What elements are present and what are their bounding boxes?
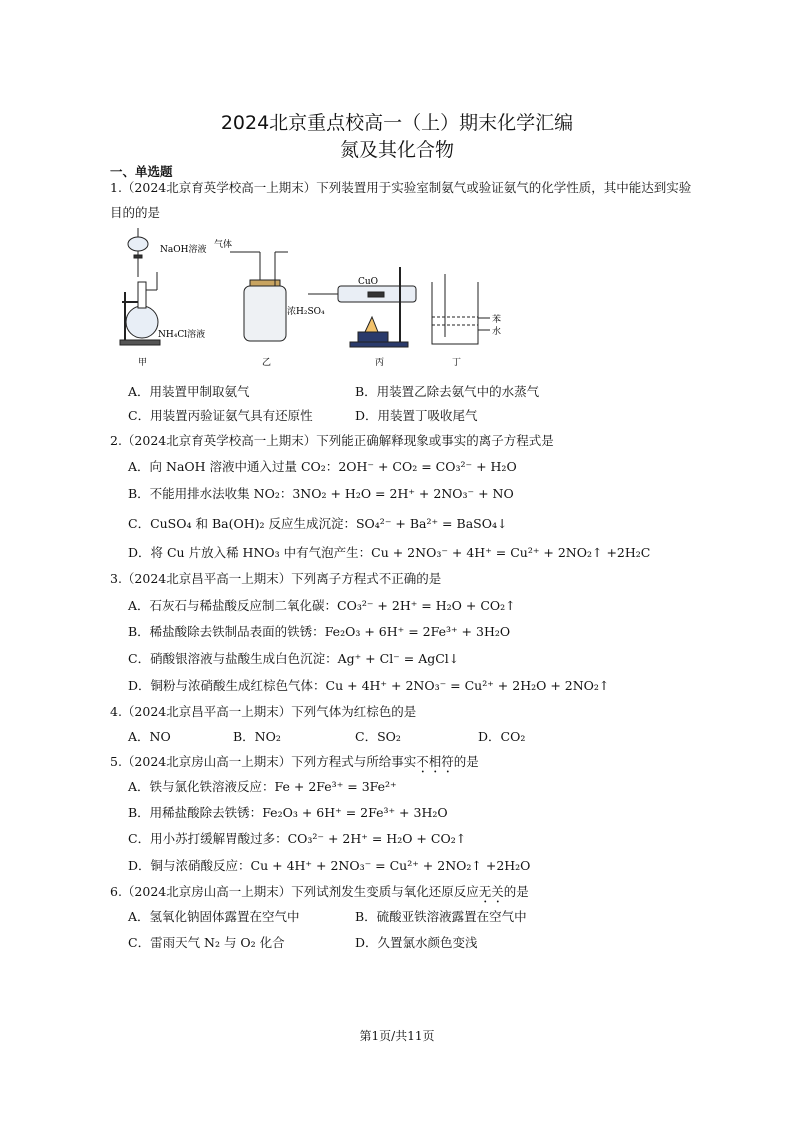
q3-c-equation: Ag⁺ + Cl⁻ = AgCl↓ xyxy=(337,651,460,666)
q2-b-equation: 3NO₂ + H₂O = 2H⁺ + 2NO₃⁻ + NO xyxy=(292,486,514,501)
question-1-stem: 1.（2024北京育英学校高一上期末）下列装置用于实验室制氨气或验证氨气的化学性质，其中能达到实验目的的是 xyxy=(110,180,692,220)
q1-option-c: C．用装置丙验证氨气具有还原性 xyxy=(128,408,313,423)
q1-option-b: B．用装置乙除去氨气中的水蒸气 xyxy=(355,384,540,399)
label-yi: 乙 xyxy=(262,358,272,368)
label-bing: 丙 xyxy=(375,358,385,368)
q5-d-equation: Cu + 4H⁺ + 2NO₃⁻ = Cu²⁺ + 2NO₂↑ +2H₂O xyxy=(250,858,531,873)
q3-a-equation: CO₃²⁻ + 2H⁺ = H₂O + CO₂↑ xyxy=(337,598,516,613)
q5-c-equation: CO₃²⁻ + 2H⁺ = H₂O + CO₂↑ xyxy=(287,831,467,846)
label-nh4cl: NH₄Cl溶液 xyxy=(158,330,206,340)
q5-option-c: C．用小苏打缓解胃酸过多：CO₃²⁻ + 2H⁺ = H₂O + CO₂↑ xyxy=(128,831,467,846)
q2-a-equation: 2OH⁻ + CO₂ = CO₃²⁻ + H₂O xyxy=(338,459,517,474)
question-6-stem: 6.（2024北京房山高一上期末）下列试剂发生变质与氧化还原反应无关的是 xyxy=(110,884,529,899)
emphasis-text: 不相符 xyxy=(416,754,454,769)
q2-option-c: C．CuSO₄ 和 Ba(OH)₂ 反应生成沉淀：SO₄²⁻ + Ba²⁺ = BaSO₄↓ xyxy=(128,516,508,531)
label-naoh: NaOH溶液 xyxy=(160,245,207,255)
question-3-stem: 3.（2024北京昌平高一上期末）下列离子方程式不正确的是 xyxy=(110,571,442,586)
q2-option-a: A．向 NaOH 溶液中通入过量 CO₂：2OH⁻ + CO₂ = CO₃²⁻ + H₂O xyxy=(128,459,517,474)
q3-b-equation: Fe₂O₃ + 6H⁺ = 2Fe³⁺ + 3H₂O xyxy=(324,624,511,639)
question-4-stem: 4.（2024北京昌平高一上期末）下列气体为红棕色的是 xyxy=(110,704,417,719)
label-benzene: 苯 xyxy=(492,315,502,325)
q4-option-a: A．NO xyxy=(128,729,171,744)
q3-option-b: B．稀盐酸除去铁制品表面的铁锈：Fe₂O₃ + 6H⁺ = 2Fe³⁺ + 3H₂O xyxy=(128,624,511,639)
q6-option-d: D．久置氯水颜色变浅 xyxy=(355,935,478,950)
emphasis-text: 无关 xyxy=(478,884,504,899)
q2-option-d: D．将 Cu 片放入稀 HNO₃ 中有气泡产生：Cu + 2NO₃⁻ + 4H⁺ = Cu²⁺ + 2NO₂↑ +2H₂C xyxy=(128,545,651,560)
q5-option-a: A．铁与氯化铁溶液反应：Fe + 2Fe³⁺ = 3Fe²⁺ xyxy=(128,779,397,794)
q4-option-c: C．SO₂ xyxy=(355,729,401,744)
apparatus-ding xyxy=(432,274,490,344)
q5-option-b: B．用稀盐酸除去铁锈：Fe₂O₃ + 6H⁺ = 2Fe³⁺ + 3H₂O xyxy=(128,805,448,820)
label-cuo: CuO xyxy=(358,277,379,287)
question-5-stem: 5.（2024北京房山高一上期末）下列方程式与所给事实不相符的是 xyxy=(110,754,479,769)
page-footer: 第1页/共11页 xyxy=(359,1029,435,1043)
label-h2so4: 浓H₂SO₄ xyxy=(287,307,325,317)
apparatus-jia xyxy=(120,228,160,345)
question-2-stem: 2.（2024北京育英学校高一上期末）下列能正确解释现象或事实的离子方程式是 xyxy=(110,433,554,448)
q3-d-equation: Cu + 4H⁺ + 2NO₃⁻ = Cu²⁺ + 2H₂O + 2NO₂↑ xyxy=(325,678,610,693)
label-water: 水 xyxy=(492,327,502,337)
q2-option-b: B．不能用排水法收集 NO₂：3NO₂ + H₂O = 2H⁺ + 2NO₃⁻ + NO xyxy=(128,486,514,501)
apparatus-yi xyxy=(230,252,288,341)
label-jia: 甲 xyxy=(138,358,148,368)
q6-option-b: B．硫酸亚铁溶液露置在空气中 xyxy=(355,909,527,924)
q5-a-equation: Fe + 2Fe³⁺ = 3Fe²⁺ xyxy=(274,779,397,794)
q5-b-equation: Fe₂O₃ + 6H⁺ = 2Fe³⁺ + 3H₂O xyxy=(262,805,448,820)
q3-option-a: A．石灰石与稀盐酸反应制二氧化碳：CO₃²⁻ + 2H⁺ = H₂O + CO₂↑ xyxy=(128,598,516,613)
document-title: 2024北京重点校高一（上）期末化学汇编 xyxy=(220,112,574,134)
q3-option-d: D．铜粉与浓硝酸生成红棕色气体：Cu + 4H⁺ + 2NO₃⁻ = Cu²⁺ + 2H₂O + 2NO₂↑ xyxy=(128,678,610,693)
q1-option-d: D．用装置丁吸收尾气 xyxy=(355,408,478,423)
q6-option-c: C．雷雨天气 N₂ 与 O₂ 化合 xyxy=(128,935,285,950)
q5-option-d: D．铜与浓硝酸反应：Cu + 4H⁺ + 2NO₃⁻ = Cu²⁺ + 2NO₂↑ +2H₂O xyxy=(128,858,531,873)
section-heading: 一、单选题 xyxy=(110,164,173,179)
document-subtitle: 氮及其化合物 xyxy=(339,139,454,161)
q2-d-equation: Cu + 2NO₃⁻ + 4H⁺ = Cu²⁺ + 2NO₂↑ +2H₂C xyxy=(371,545,651,560)
apparatus-figure xyxy=(110,222,510,372)
q6-option-a: A．氢氧化钠固体露置在空气中 xyxy=(128,909,300,924)
q4-option-d: D．CO₂ xyxy=(478,729,526,744)
q1-option-a: A．用装置甲制取氨气 xyxy=(128,384,250,399)
q4-option-b: B．NO₂ xyxy=(233,729,281,744)
q3-option-c: C．硝酸银溶液与盐酸生成白色沉淀：Ag⁺ + Cl⁻ = AgCl↓ xyxy=(128,651,460,666)
label-gas: 气体 xyxy=(214,240,233,250)
q2-c-equation: SO₄²⁻ + Ba²⁺ = BaSO₄↓ xyxy=(355,516,508,531)
label-ding: 丁 xyxy=(452,358,462,368)
